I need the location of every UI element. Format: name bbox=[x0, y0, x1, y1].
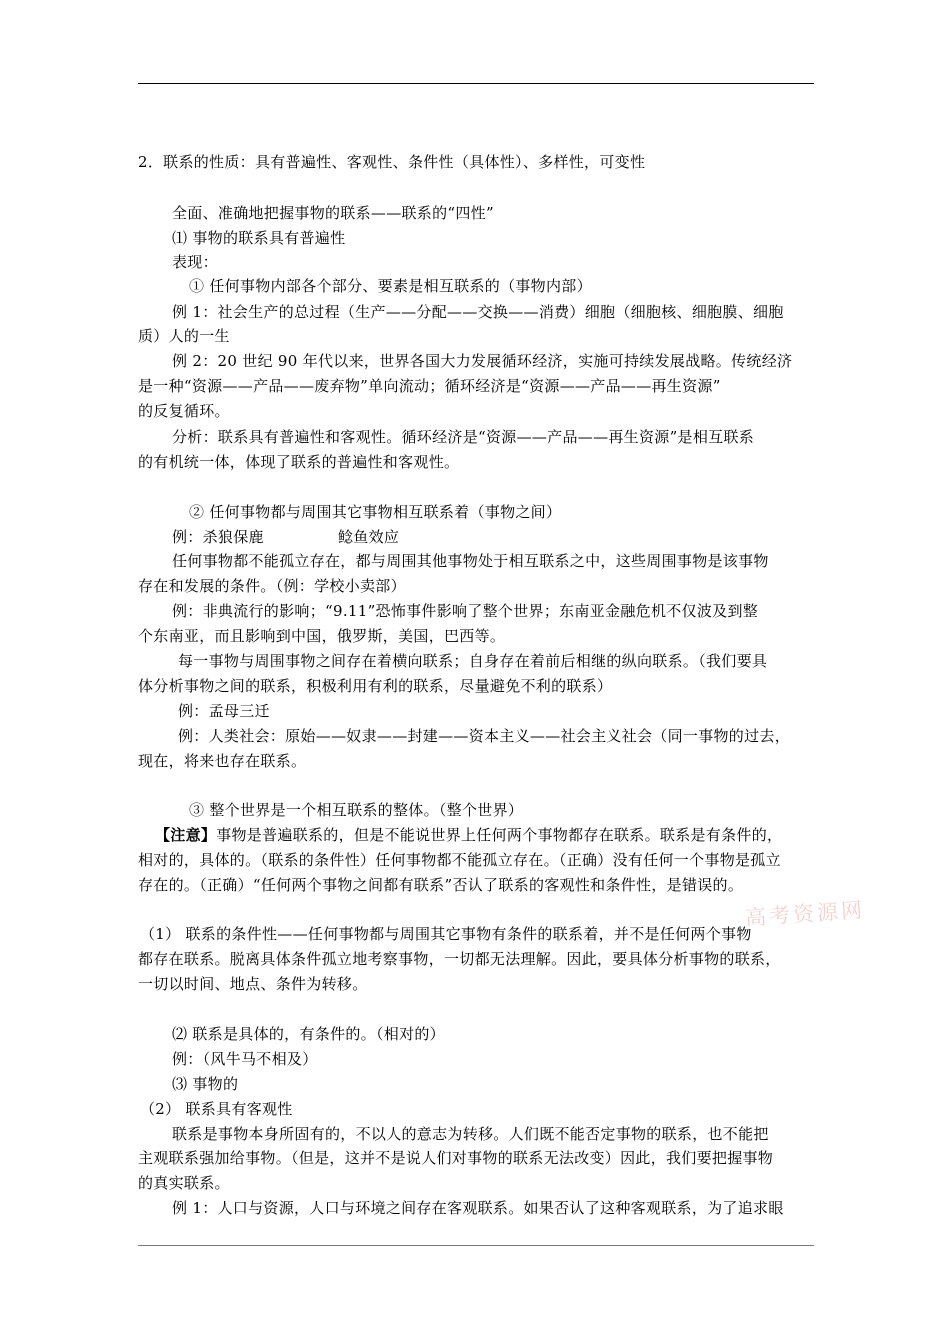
isolation-line1: 任何事物都不能孤立存在，都与周围其他事物处于相互联系之中，这些周围事物是该事物 bbox=[172, 552, 769, 570]
analysis-line1: 分析：联系具有普遍性和客观性。循环经济是“资源——产品——再生资源”是相互联系 bbox=[172, 428, 755, 446]
point-two: ② 任何事物都与周围其它事物相互联系着（事物之间） bbox=[189, 503, 562, 521]
point-three: ③ 整个世界是一个相互联系的整体。（整个世界） bbox=[189, 801, 524, 819]
conditionality-line1: （1） 联系的条件性——任何事物都与周围其它事物有条件的联系着，并不是任何两个事物 bbox=[140, 925, 752, 943]
note-line3: 存在的。（正确）“任何两个事物之间都有联系”否认了联系的客观性和条件性，是错误的。 bbox=[138, 876, 744, 894]
sars-example-line2: 个东南亚，而且影响到中国，俄罗斯，美国，巴西等。 bbox=[138, 627, 506, 645]
objectivity-line1: 联系是事物本身所固有的，不以人的意志为转移。人们既不能否定事物的联系，也不能把 bbox=[172, 1125, 769, 1143]
example-catfish-effect: 鲶鱼效应 bbox=[338, 528, 400, 546]
population-example-line1: 例 1：人口与资源，人口与环境之间存在客观联系。如果否认了这种客观联系，为了追求眼 bbox=[172, 1199, 784, 1217]
point-one: ① 任何事物内部各个部分、要素是相互联系的（事物内部） bbox=[189, 277, 592, 295]
section-heading: 2．联系的性质：具有普遍性、客观性、条件性（具体性）、多样性，可变性 bbox=[138, 153, 646, 171]
conditionality-line2: 都存在联系。脱离具体条件孤立地考察事物，一切都无法理解。因此，要具体分析事物的联系， bbox=[138, 950, 781, 968]
example-mengmu: 例：孟母三迁 bbox=[178, 702, 270, 720]
objectivity-line2: 主观联系强加给事物。（但是，这并不是说人们对事物的联系无法改变）因此，我们要把握事物 bbox=[138, 1149, 774, 1167]
society-example-line1: 例：人类社会：原始——奴隶——封建——资本主义——社会主义社会（同一事物的过去， bbox=[178, 727, 791, 745]
note-line1 bbox=[155, 825, 782, 845]
example-one-line2: 质）人的一生 bbox=[138, 327, 230, 345]
footer-rule bbox=[138, 1245, 814, 1246]
example-one-line1: 例 1：社会生产的总过程（生产——分配——交换——消费）细胞（细胞核、细胞膜、细胞 bbox=[172, 303, 784, 321]
example-wind: 例：（风牛马不相及） bbox=[172, 1050, 318, 1068]
sars-example-line1: 例：非典流行的影响；“9.11”恐怖事件影响了整个世界；东南亚金融危机不仅波及到整 bbox=[172, 602, 759, 620]
objectivity-line3: 的真实联系。 bbox=[138, 1174, 230, 1192]
things-title: ⑶ 事物的 bbox=[172, 1075, 239, 1093]
header-rule bbox=[138, 83, 814, 84]
example-wolf-deer: 例：杀狼保鹿 bbox=[172, 528, 264, 546]
horizontal-vertical-line1: 每一事物与周围事物之间存在着横向联系；自身存在着前后相继的纵向联系。（我们要具 bbox=[178, 652, 768, 670]
isolation-line2: 存在和发展的条件。（例：学校小卖部） bbox=[138, 577, 406, 595]
horizontal-vertical-line2: 体分析事物之间的联系，积极利用有利的联系，尽量避免不利的联系） bbox=[138, 677, 613, 695]
conditionality-line3: 一切以时间、地点、条件为转移。 bbox=[138, 975, 368, 993]
example-two-line1: 例 2：20 世纪 90 年代以来，世界各国大力发展循环经济，实施可持续发展战略。传统经济 bbox=[172, 352, 793, 370]
example-two-line2: 是一种“资源——产品——废弃物”单向流动；循环经济是“资源——产品——再生资源” bbox=[138, 377, 721, 395]
concreteness-title: ⑵ 联系是具体的，有条件的。（相对的） bbox=[172, 1025, 445, 1043]
intro-line: 全面、准确地把握事物的联系——联系的“四性” bbox=[172, 204, 494, 222]
note-bracket: 【注意】 bbox=[155, 826, 217, 844]
note-line2: 相对的，具体的。（联系的条件性）任何事物都不能孤立存在。（正确）没有任何一个事物是孤立 bbox=[138, 851, 781, 869]
example-two-line3: 的反复循环。 bbox=[138, 402, 230, 420]
expression-label: 表现： bbox=[172, 253, 218, 271]
note-text: 事物是普遍联系的，但是不能说世界上任何两个事物都存在联系。联系是有条件的， bbox=[216, 826, 783, 844]
objectivity-title: （2） 联系具有客观性 bbox=[140, 1100, 293, 1118]
universality-title: ⑴ 事物的联系具有普遍性 bbox=[172, 229, 346, 247]
watermark: 高考资源网 bbox=[744, 897, 866, 931]
society-example-line2: 现在，将来也存在联系。 bbox=[138, 752, 307, 770]
analysis-line2: 的有机统一体，体现了联系的普遍性和客观性。 bbox=[138, 453, 460, 471]
